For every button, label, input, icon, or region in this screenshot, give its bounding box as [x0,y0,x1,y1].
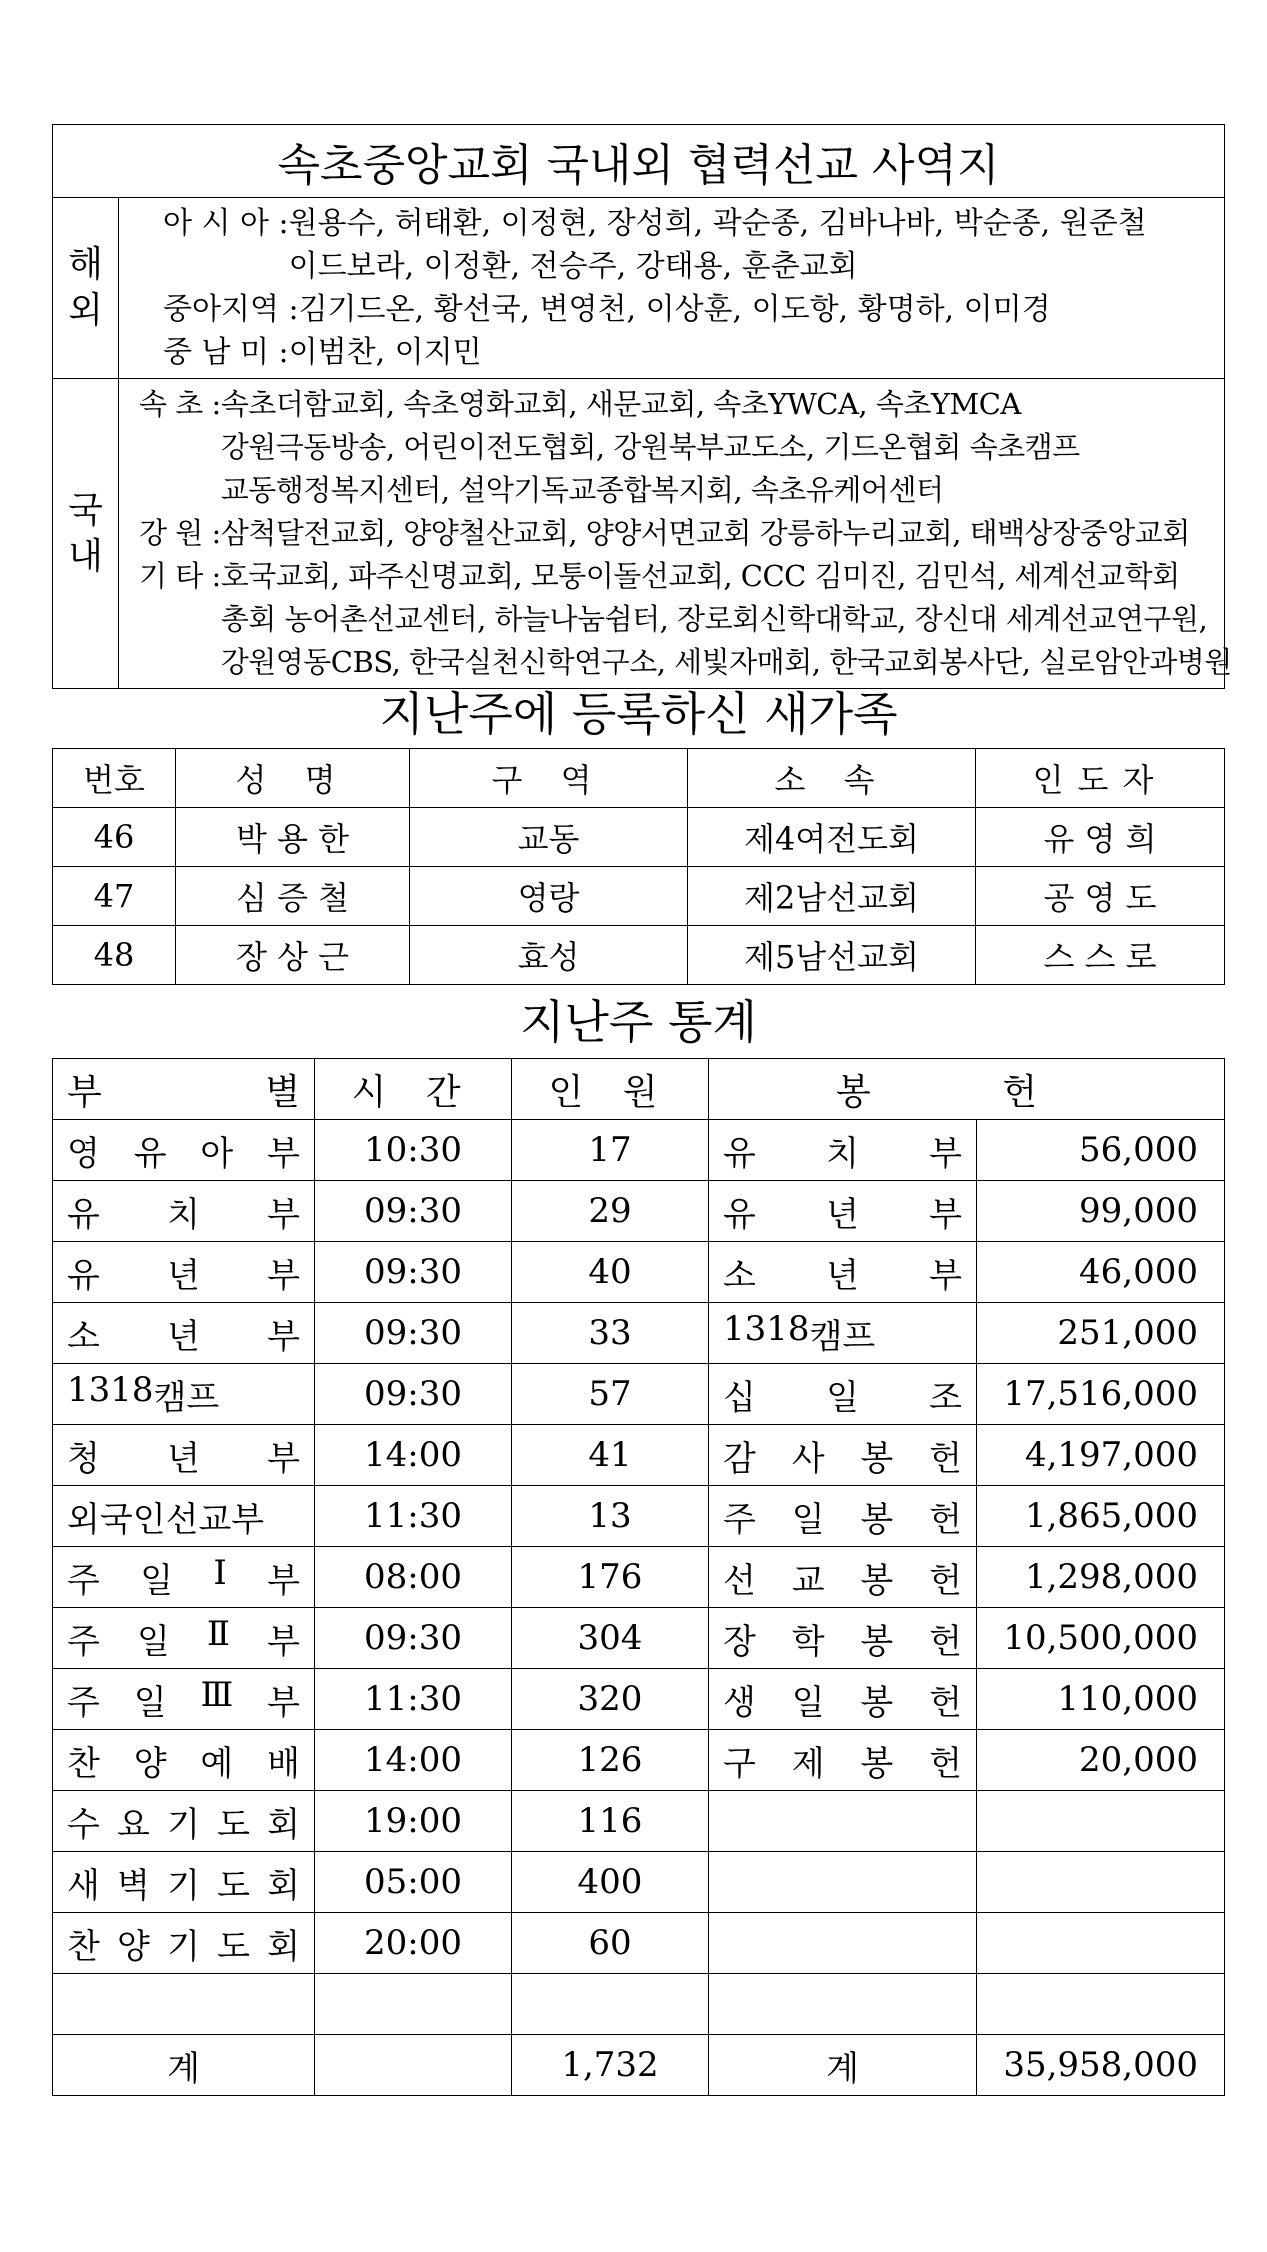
char: 년 [167,1438,200,1479]
newfamily-header-2: 구 역 [410,749,688,808]
count-cell: 13 [512,1486,709,1547]
time-cell: 20:00 [315,1913,512,1974]
char: 생 [723,1682,756,1723]
char: 유 [723,1194,756,1235]
char: 예 [200,1743,234,1784]
amount-cell: 251,000 [977,1303,1225,1364]
char: 선 [723,1560,756,1601]
dept-cell [53,1547,315,1608]
char: 소 [723,1255,756,1296]
newfamily-cell: 제4여전도회 [688,808,976,867]
time-cell: 14:00 [315,1730,512,1791]
newfamily-cell: 박 용 한 [176,808,410,867]
offering-cell [709,1730,977,1791]
dept-name [53,1797,314,1846]
dept-cell [53,1608,315,1669]
amount-cell: 110,000 [977,1669,1225,1730]
amount-cell [977,1791,1225,1852]
time-cell: 11:30 [315,1669,512,1730]
count-cell: 176 [512,1547,709,1608]
domestic-region-label: 속 초 : [139,387,221,421]
domestic-label: 국 내 [53,379,119,689]
dept-cell [53,1730,315,1791]
char: 찬 [67,1926,100,1967]
offering-cell [709,1669,977,1730]
time-cell: 09:30 [315,1303,512,1364]
offering-name [709,1187,976,1236]
domestic-entries: 강원극동방송, 어린이전도협회, 강원북부교도소, 기드온협회 속초캠프 [220,430,1080,464]
header-offering: 봉 헌 [709,1059,1225,1120]
char: 부 [67,1071,102,1113]
char: 부 [267,1194,300,1235]
char: 부 [267,1682,300,1723]
char: 요 [117,1804,150,1845]
dept-cell [53,1425,315,1486]
count-cell: 400 [512,1852,709,1913]
char: 봉 [860,1682,894,1723]
char: 부 [267,1438,300,1479]
count-cell: 57 [512,1364,709,1425]
char: 부 [231,1499,265,1540]
amount-cell: 1,298,000 [977,1547,1225,1608]
char: 헌 [929,1621,962,1662]
char: 일 [133,1682,167,1723]
offering-cell [709,1913,977,1974]
dept-cell [53,1913,315,1974]
offering-cell [709,1242,977,1303]
char: 회 [267,1926,300,1967]
dept-name [53,1187,314,1236]
newfamily-cell: 스 스 로 [976,926,1225,985]
char: 유 [133,1133,167,1174]
stats-table [52,1058,1225,2096]
amount-cell: 99,000 [977,1181,1225,1242]
mission-table [52,124,1232,689]
char: 감 [723,1438,756,1479]
newfamily-header-3: 소 속 [688,749,976,808]
overseas-region-label: 중아지역 : [163,292,299,327]
header-time: 시 간 [315,1059,512,1120]
char: 1 [67,1369,89,1410]
stats-row [53,1669,1225,1730]
overseas-region-label: 중 남 미 : [163,335,289,370]
char: 부 [267,1255,300,1296]
amount-cell: 17,516,000 [977,1364,1225,1425]
char: 일 [826,1377,859,1418]
overseas-line [119,331,1224,374]
domestic-entries: 교동행정복지센터, 설악기독교종합복지회, 속초유케어센터 [220,473,944,507]
char: 기 [167,1926,200,1967]
time-cell: 14:00 [315,1425,512,1486]
char: 국 [99,1499,133,1540]
offering-name [709,1492,976,1541]
overseas-line [119,245,1224,288]
char: 회 [267,1865,300,1906]
time-cell: 19:00 [315,1791,512,1852]
char: 유 [67,1194,100,1235]
count-cell [512,1974,709,2035]
offering-cell [709,1303,977,1364]
char: 프 [186,1377,220,1418]
dept-name [53,1248,314,1297]
newfamily-header-4: 인도자 [976,749,1225,808]
char: 양 [117,1926,150,1967]
char: 주 [723,1499,756,1540]
newfamily-row [53,808,1225,867]
newfamily-header-1: 성 명 [176,749,410,808]
amount-cell [977,1974,1225,2035]
char: Ⅲ [200,1674,234,1715]
overseas-entries: 이범찬, 이지민 [288,335,482,370]
char: 주 [67,1682,100,1723]
newfamily-cell: 교동 [410,808,688,867]
amount-cell: 10,500,000 [977,1608,1225,1669]
total-offering-label: 계 [709,2035,977,2096]
newfamily-cell: 공 영 도 [976,867,1225,926]
char: 조 [929,1377,962,1418]
char: 부 [929,1133,962,1174]
char: 구 [723,1743,756,1784]
total-amount: 35,958,000 [977,2035,1225,2096]
time-cell: 09:30 [315,1608,512,1669]
char: 봉 [860,1560,894,1601]
dept-name [53,1370,314,1419]
mission-title: 속초중앙교회 국내외 협력선교 사역지 [53,125,1225,198]
stats-header-row [53,1059,1225,1120]
char: 봉 [860,1621,894,1662]
domestic-line [119,555,1224,598]
char: 회 [267,1804,300,1845]
char: 새 [67,1865,100,1906]
char: 년 [167,1316,200,1357]
domestic-line [119,426,1224,469]
char: 치 [826,1133,859,1174]
count-cell: 126 [512,1730,709,1791]
time-cell: 09:30 [315,1242,512,1303]
dept-name [53,1736,314,1785]
amount-cell: 56,000 [977,1120,1225,1181]
char: 영 [67,1133,100,1174]
offering-name [709,1675,976,1724]
offering-cell [709,1974,977,2035]
offering-cell [709,1547,977,1608]
newfamily-title: 지난주에 등록하신 새가족 [379,687,898,741]
char: 별 [265,1071,300,1113]
char: 도 [217,1926,250,1967]
dept-cell [53,1669,315,1730]
offering-name [709,1309,976,1358]
newfamily-row [53,867,1225,926]
overseas-list [119,198,1225,379]
char: 일 [791,1499,825,1540]
total-time [315,2035,512,2096]
char: 일 [136,1621,170,1662]
char: 선 [165,1499,199,1540]
time-cell: 11:30 [315,1486,512,1547]
newfamily-cell: 장 상 근 [176,926,410,985]
offering-cell [709,1120,977,1181]
char: 1 [766,1308,788,1349]
char: 찬 [67,1743,100,1784]
char: 헌 [929,1499,962,1540]
char: 부 [267,1621,300,1662]
char: 교 [198,1499,232,1540]
char: 인 [132,1499,166,1540]
newfamily-cell: 유 영 희 [976,808,1225,867]
char: 1 [723,1308,745,1349]
stats-title: 지난주 통계 [520,995,757,1049]
char: 유 [723,1133,756,1174]
char: 헌 [929,1438,962,1479]
overseas-region-label: 아 시 아 : [163,206,289,241]
stats-row [53,1608,1225,1669]
domestic-list [119,379,1232,689]
dept-cell [53,1974,315,2035]
header-count: 인 원 [512,1059,709,1120]
overseas-line [119,288,1224,331]
newfamily-cell: 46 [53,808,176,867]
overseas-entries: 이드보라, 이정환, 전승주, 강태용, 훈춘교회 [288,249,858,284]
char: 외 [67,1499,100,1540]
char: 년 [826,1255,859,1296]
offering-name [709,1553,976,1602]
dept-name [53,1553,314,1602]
stats-row [53,1791,1225,1852]
char: Ⅰ [213,1552,227,1593]
newfamily-header-row [53,749,1225,808]
stats-row [53,1486,1225,1547]
dept-name [53,1126,314,1175]
time-cell: 08:00 [315,1547,512,1608]
offering-cell [709,1486,977,1547]
char: 청 [67,1438,100,1479]
offering-name [709,1431,976,1480]
dept-name [53,1675,314,1724]
offering-cell [709,1852,977,1913]
offering-name [709,1126,976,1175]
char: 헌 [929,1560,962,1601]
stats-row [53,1852,1225,1913]
count-cell: 116 [512,1791,709,1852]
domestic-line [119,383,1224,426]
newfamily-cell: 효성 [410,926,688,985]
char: 1 [110,1369,132,1410]
char: 3 [744,1308,767,1349]
char: 수 [67,1804,100,1845]
header-dept-label [53,1064,314,1115]
offering-cell [709,1181,977,1242]
stats-row [53,1303,1225,1364]
overseas-entries: 원용수, 허태환, 이정현, 장성희, 곽순종, 김바나바, 박순종, 원준철 [288,206,1147,241]
newfamily-table [52,748,1225,985]
stats-row [53,1364,1225,1425]
char: 치 [167,1194,200,1235]
count-cell: 40 [512,1242,709,1303]
amount-cell: 46,000 [977,1242,1225,1303]
domestic-entries: 총회 농어촌선교센터, 하늘나눔쉼터, 장로회신학대학교, 장신대 세계선교연구원, [220,602,1208,636]
dept-name [53,1858,314,1907]
char: 학 [791,1621,825,1662]
offering-cell [709,1425,977,1486]
newfamily-row [53,926,1225,985]
offering-name [709,1736,976,1785]
dept-cell [53,1181,315,1242]
char: 일 [791,1682,825,1723]
char: 도 [217,1865,250,1906]
newfamily-cell: 심 증 철 [176,867,410,926]
domestic-entries: 호국교회, 파주신명교회, 모퉁이돌선교회, CCC 김미진, 김민석, 세계선교학회 [220,559,1180,593]
stats-row [53,1730,1225,1791]
char: 캠 [153,1377,187,1418]
overseas-entries: 김기드온, 황선국, 변영천, 이상훈, 이도항, 황명하, 이미경 [298,292,1051,327]
char: 년 [167,1255,200,1296]
dept-name [53,1492,314,1541]
newfamily-cell: 제5남선교회 [688,926,976,985]
count-cell: 29 [512,1181,709,1242]
char: 소 [67,1316,100,1357]
char: 유 [67,1255,100,1296]
offering-name [709,1614,976,1663]
stats-row [53,1425,1225,1486]
char: 프 [842,1316,876,1357]
char: 캠 [809,1316,843,1357]
char: 제 [791,1743,825,1784]
count-cell: 320 [512,1669,709,1730]
char: 도 [217,1804,250,1845]
offering-cell [709,1791,977,1852]
char: 사 [791,1438,825,1479]
char: 부 [929,1194,962,1235]
domestic-entries: 강원영동CBS, 한국실천신학연구소, 세빛자매회, 한국교회봉사단, 실로암안과병원 [220,645,1232,679]
dept-name [53,1919,314,1968]
dept-cell [53,1303,315,1364]
char: 3 [88,1369,111,1410]
char: 일 [140,1560,174,1601]
total-label: 계 [53,2035,315,2096]
char: 봉 [860,1438,894,1479]
char: 봉 [860,1743,894,1784]
stats-row [53,1913,1225,1974]
char: 부 [267,1133,300,1174]
header-dept [53,1059,315,1120]
char: 8 [787,1308,810,1349]
total-count: 1,732 [512,2035,709,2096]
char: 8 [131,1369,154,1410]
newfamily-header-0: 번호 [53,749,176,808]
char: 교 [791,1560,825,1601]
char: 벽 [117,1865,150,1906]
char: 헌 [929,1682,962,1723]
amount-cell [977,1913,1225,1974]
char: 주 [67,1621,100,1662]
offering-cell [709,1608,977,1669]
amount-cell: 1,865,000 [977,1486,1225,1547]
char: Ⅱ [206,1613,231,1654]
domestic-line [119,641,1232,684]
newfamily-cell: 48 [53,926,176,985]
count-cell: 60 [512,1913,709,1974]
time-cell: 10:30 [315,1120,512,1181]
time-cell: 09:30 [315,1181,512,1242]
dept-name [53,1431,314,1480]
newfamily-cell: 제2남선교회 [688,867,976,926]
char: 헌 [929,1743,962,1784]
offering-cell [709,1364,977,1425]
dept-cell [53,1852,315,1913]
amount-cell: 4,197,000 [977,1425,1225,1486]
time-cell: 09:30 [315,1364,512,1425]
dept-cell [53,1120,315,1181]
count-cell: 304 [512,1608,709,1669]
domestic-region-label: 기 타 : [139,559,221,593]
char: 기 [167,1865,200,1906]
count-cell: 41 [512,1425,709,1486]
stats-row [53,1974,1225,2035]
domestic-line [119,512,1224,555]
stats-total-row [53,2035,1225,2096]
domestic-line [119,598,1224,641]
dept-cell [53,1791,315,1852]
count-cell: 33 [512,1303,709,1364]
stats-row [53,1547,1225,1608]
stats-row [53,1181,1225,1242]
domestic-entries: 속초더함교회, 속초영화교회, 새문교회, 속초YWCA, 속초YMCA [220,387,1021,421]
count-cell: 17 [512,1120,709,1181]
time-cell: 05:00 [315,1852,512,1913]
newfamily-cell: 47 [53,867,176,926]
dept-cell [53,1486,315,1547]
overseas-line [119,202,1224,245]
stats-row [53,1120,1225,1181]
domestic-entries: 삼척달전교회, 양양철산교회, 양양서면교회 강릉하누리교회, 태백상장중앙교회 [220,516,1190,550]
dept-name [53,1309,314,1358]
char: 봉 [860,1499,894,1540]
char: 년 [826,1194,859,1235]
time-cell [315,1974,512,2035]
offering-name [709,1370,976,1419]
char: 부 [267,1316,300,1357]
dept-name [53,1614,314,1663]
char: 배 [267,1743,300,1784]
domestic-line [119,469,1224,512]
offering-name [709,1248,976,1297]
char: 십 [723,1377,756,1418]
stats-row [53,1242,1225,1303]
char: 양 [133,1743,167,1784]
overseas-label: 해 외 [53,198,119,379]
amount-cell: 20,000 [977,1730,1225,1791]
char: 기 [167,1804,200,1845]
dept-cell [53,1242,315,1303]
newfamily-cell: 영랑 [410,867,688,926]
char: 아 [200,1133,234,1174]
char: 부 [267,1560,300,1601]
dept-cell [53,1364,315,1425]
char: 주 [67,1560,100,1601]
char: 부 [929,1255,962,1296]
domestic-region-label: 강 원 : [139,516,221,550]
char: 장 [723,1621,756,1662]
amount-cell [977,1852,1225,1913]
